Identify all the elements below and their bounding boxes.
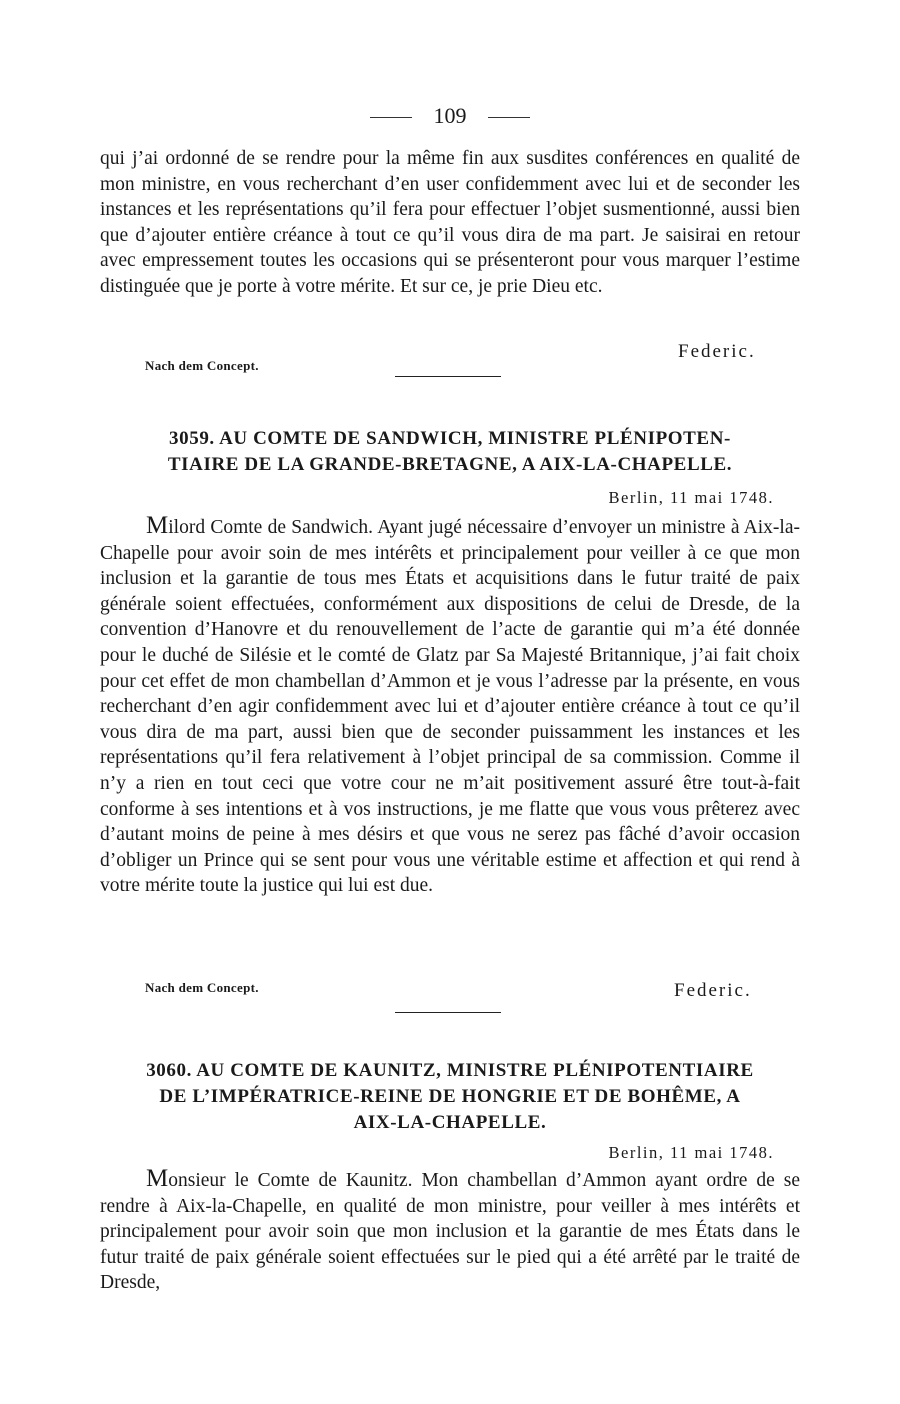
- dateline: Berlin, 11 mai 1748.: [608, 488, 774, 507]
- section-divider: [395, 1012, 501, 1013]
- signature: Federic.: [678, 341, 756, 362]
- source-note: Nach dem Concept.: [145, 358, 259, 373]
- section-divider: [395, 376, 501, 377]
- letter-body: [100, 513, 800, 899]
- letter-heading-line: TIAIRE DE LA GRANDE-BRETAGNE, A AIX-LA-CHAPELLE.: [167, 454, 733, 475]
- letter-body-text: onsieur le Comte de Kaunitz. Mon chambellan d’Ammon ayant ordre de se rendre à Aix-la-Chapelle, en qualité de mon ministre, pour veiller à mes intérêts et principalement pour avoir soin que mon inclusion et la garantie de mes États dans le futur traité de paix générale soient effectuées sur le pied qui a été arrêté par le traité de Dresde,: [100, 1170, 800, 1294]
- letter-continuation-body: qui j’ai ordonné de se rendre pour la même fin aux susdites conférences en qualité de mon ministre, en vous recherchant d’en user confidemment avec lui et de seconder les instances et les représentations qu’il fera pour effectuer l’objet susmentionné, aussi bien que d’ajouter entière créance à tout ce qu’il vous dira de ma part. Je saisirai en retour avec empressement toutes les occasions qui se présenteront pour vous marquer l’estime distinguée que je porte à votre mérite. Et sur ce, je prie Dieu etc.: [100, 148, 800, 297]
- letter-heading: [100, 1058, 800, 1136]
- letter-body-text: ilord Comte de Sandwich. Ayant jugé nécessaire d’envoyer un ministre à Aix-la-Chapelle pour avoir soin de mes intérêts et principalement pour veiller à ce que mon inclusion et la garantie de tous mes États et acquisitions dans le futur traité de paix générale soient effectuées, conformément aux dispositions de celui de Dresde, de la convention d’Hanovre et du renouvellement de l’acte de garantie qui m’a été donnée pour le duché de Silésie et le comté de Glatz par Sa Majesté Britannique, j’ai fait choix pour cet effet de mon chambellan d’Ammon et je vous l’adresse par la présente, en vous recherchant d’en agir confidemment avec lui et d’ajouter entière créance à tout ce qu’il vous dira de ma part, aussi bien que de seconder puissamment les instances et les représentations qu’il fera relativement à l’objet principal de sa commission. Comme il n’y a rien en tout ceci que votre cour ne m’ait positivement assuré être tout-à-fait conforme à ses intentions et à vos instructions, je me flatte que vous vous prêterez avec d’autant moins de peine à mes désirs et que vous ne serez pas fâché d’avoir occasion d’obliger un Prince qui se sent pour vous une véritable estime et affection et qui rend à votre mérite toute la justice qui lui est due.: [100, 517, 800, 897]
- signature: Federic.: [674, 980, 752, 1001]
- page-number: [0, 103, 900, 129]
- dateline: Berlin, 11 mai 1748.: [608, 1143, 774, 1162]
- letter-heading-line: 3060. AU COMTE DE KAUNITZ, MINISTRE PLÉNIPOTENTIAIRE: [146, 1060, 754, 1081]
- letter-heading-line: AIX-LA-CHAPELLE.: [353, 1112, 547, 1133]
- letter-heading-line: DE L’IMPÉRATRICE-REINE DE HONGRIE ET DE BOHÊME, A: [159, 1086, 741, 1107]
- letter-body: [100, 1166, 800, 1296]
- page-number-dash-left: [370, 117, 412, 118]
- letter-heading: [100, 426, 800, 478]
- initial-letter: M: [146, 1165, 169, 1192]
- letter-heading-line: 3059. AU COMTE DE SANDWICH, MINISTRE PLÉNIPOTEN-: [169, 428, 731, 449]
- page-number-dash-right: [488, 117, 530, 118]
- initial-letter: M: [146, 512, 169, 539]
- page-number-text: 109: [433, 103, 467, 128]
- source-note: Nach dem Concept.: [145, 980, 259, 995]
